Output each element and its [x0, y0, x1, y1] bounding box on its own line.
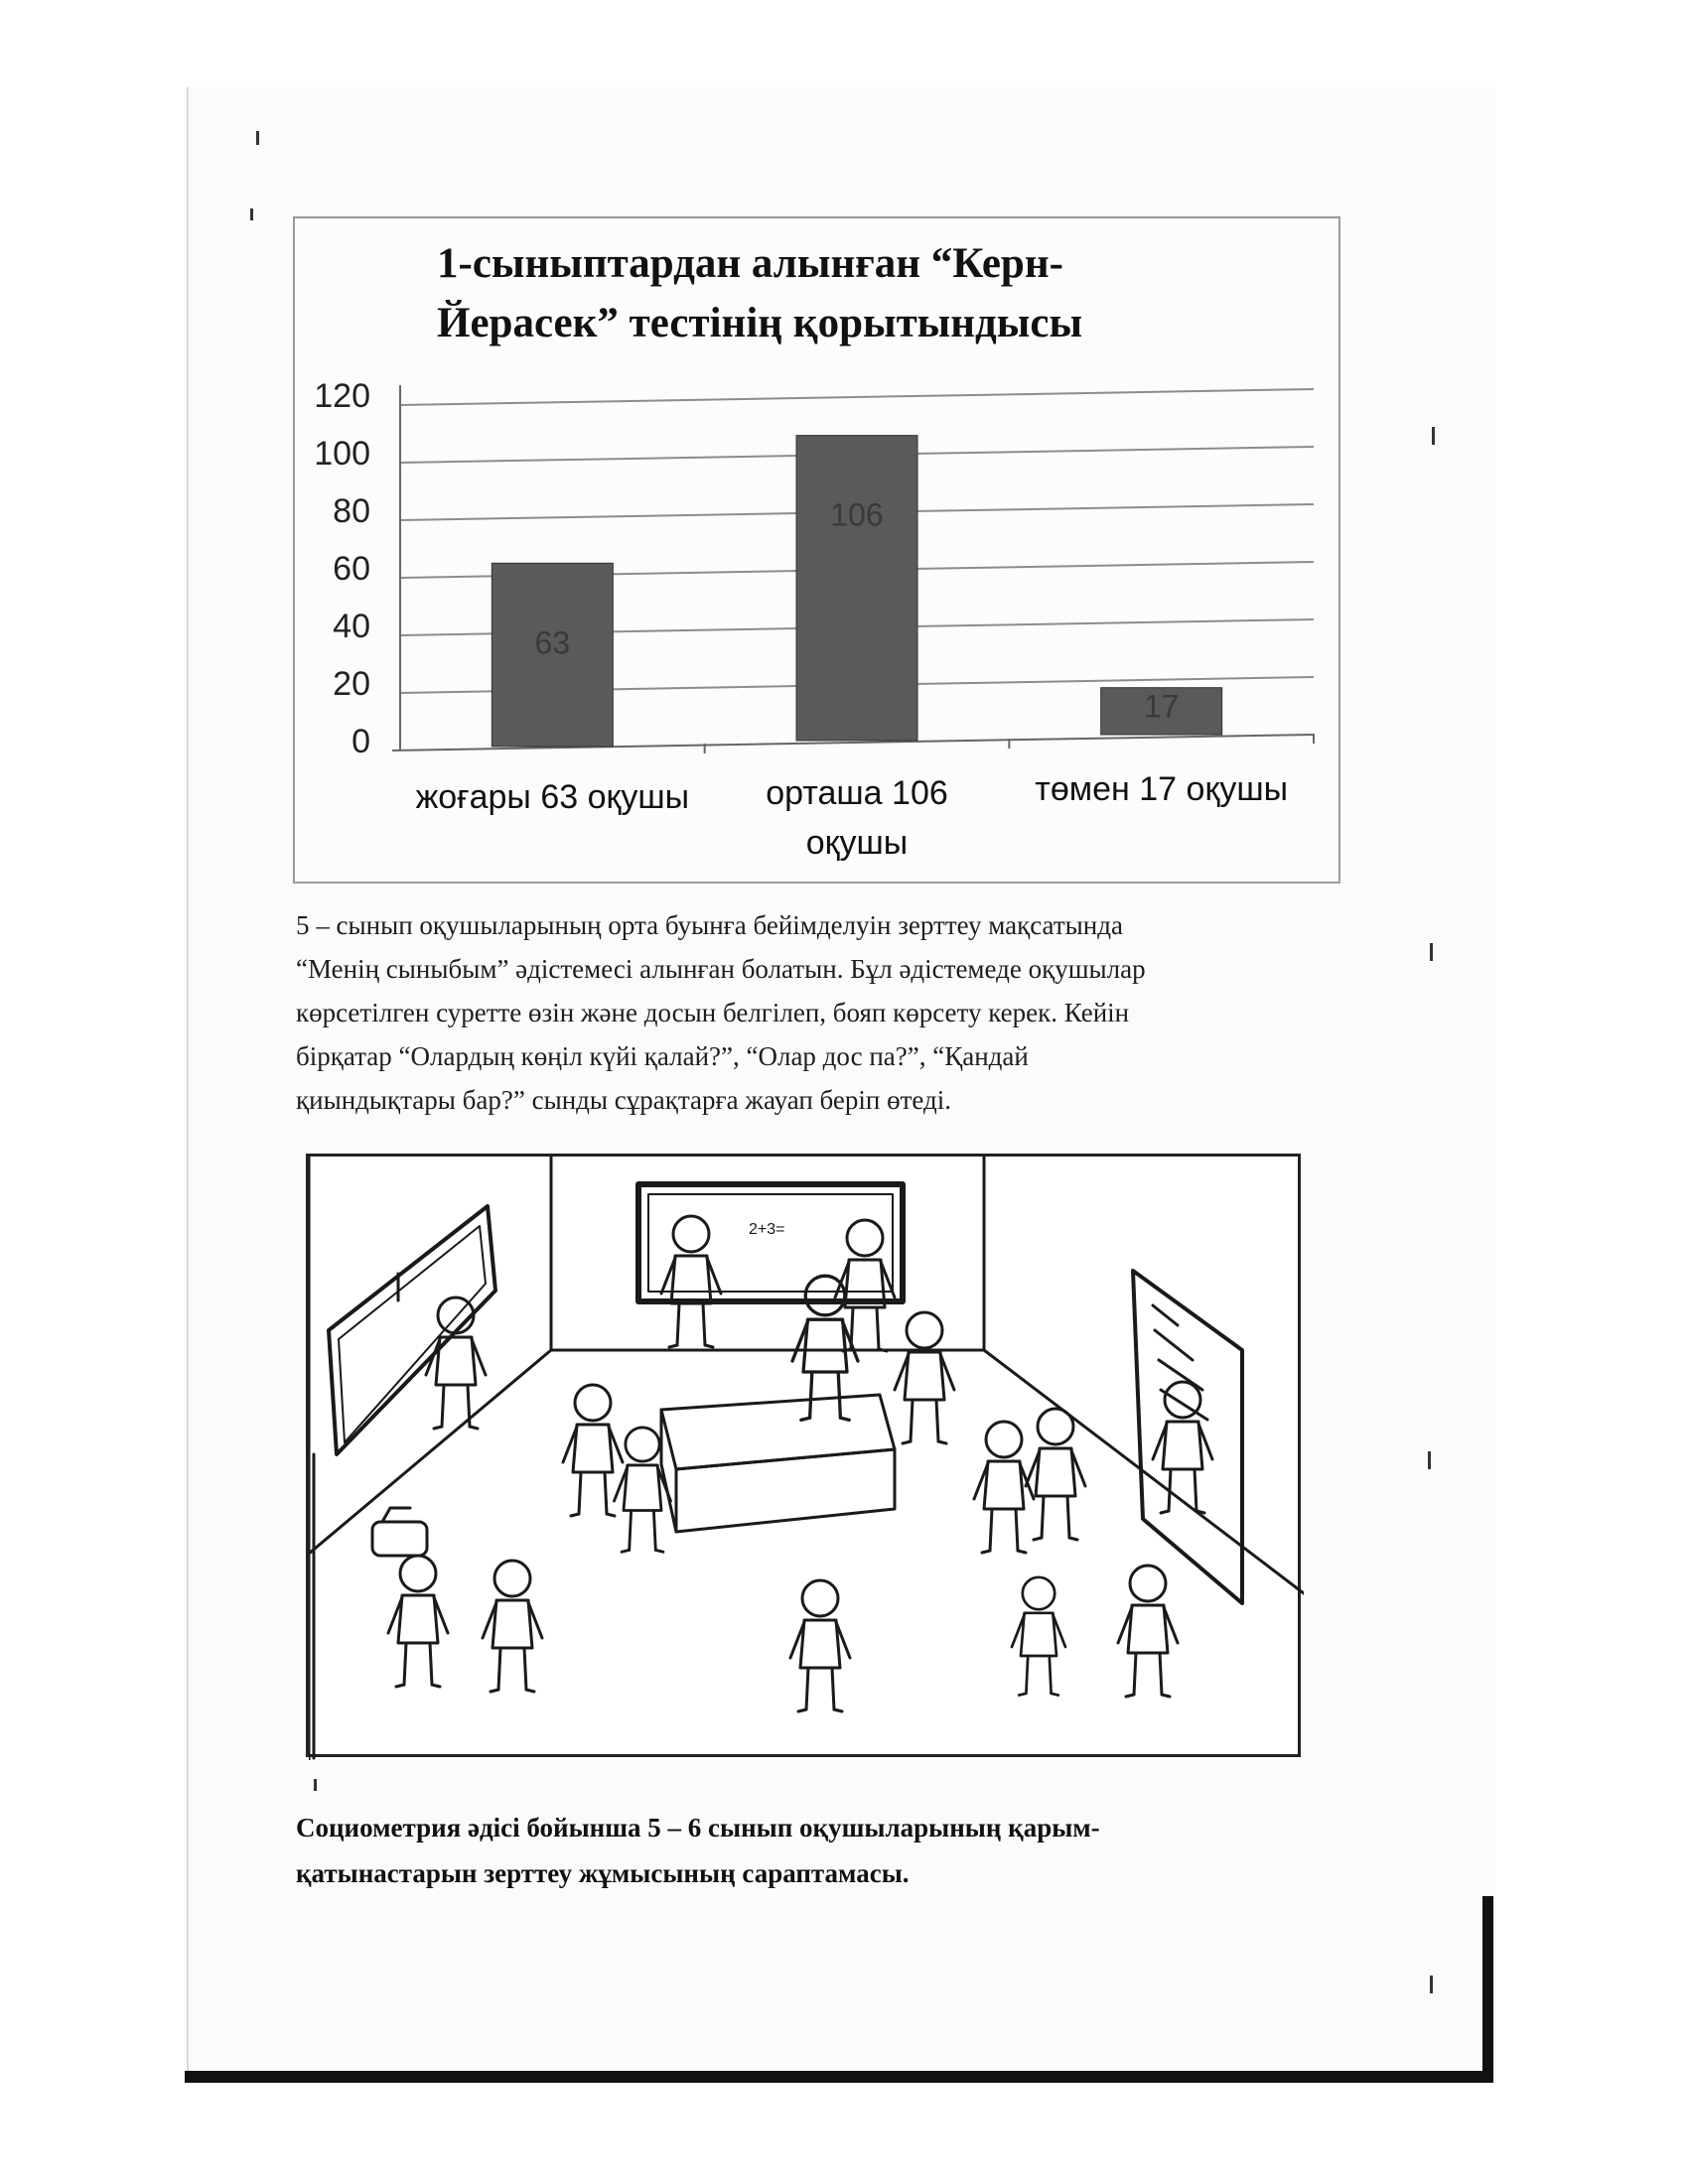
scan-mark — [1428, 1451, 1431, 1469]
student-figure — [790, 1580, 850, 1711]
body-paragraph — [296, 903, 1368, 1122]
y-tick-label: 0 — [352, 723, 370, 760]
chart-title-line: 1-сыныптардан алынған “Керн- — [437, 240, 1063, 287]
student-figure — [388, 1556, 448, 1687]
scan-edge-right — [1482, 1896, 1493, 2083]
paragraph-line: бірқатар “Олардың көңіл күйі қалай?”, “Олар дос па?”, “Қандай — [296, 1041, 1029, 1071]
paragraph-line: қиындықтары бар?” сынды сұрақтарға жауап беріп өтеді. — [296, 1085, 952, 1115]
bar-data-label: 106 — [830, 496, 884, 533]
student-figure — [1118, 1566, 1178, 1697]
students — [388, 1216, 1212, 1711]
bar-data-label: 17 — [1143, 688, 1180, 725]
chalkboard — [638, 1184, 903, 1301]
classroom-drawing — [309, 1157, 1304, 1760]
school-bag — [372, 1508, 427, 1556]
scan-mark — [1430, 943, 1433, 961]
student-figure — [483, 1561, 542, 1692]
student-figure — [661, 1216, 721, 1347]
x-category-label: орташа 106 — [766, 774, 948, 812]
classroom-illustration — [306, 1154, 1301, 1757]
x-category-label: жоғары 63 оқушы — [415, 778, 690, 816]
scan-mark — [1432, 427, 1435, 445]
student-figure — [895, 1312, 954, 1443]
caption-line: Социометрия әдісі бойынша 5 – 6 сынып оқушыларының қарым- — [296, 1813, 1100, 1843]
scan-mark — [256, 131, 259, 145]
paragraph-line: көрсетілген суретте өзін және досын белгілеп, бояп көрсету керек. Кейін — [296, 998, 1130, 1027]
bar-chart — [293, 216, 1340, 884]
teacher-desk — [661, 1395, 895, 1532]
y-tick-label: 60 — [333, 550, 370, 588]
chart-title-line: Йерасек” тестінің қорытындысы — [437, 300, 1083, 346]
x-category-label: төмен 17 оқушы — [1035, 770, 1289, 808]
paragraph-line: “Менің сыныбым” әдістемесі алынған болатын. Бұл әдістемеде оқушылар — [296, 954, 1146, 984]
scan-mark — [250, 208, 253, 220]
bar — [796, 436, 917, 741]
x-category-label: оқушы — [805, 824, 909, 862]
student-figure — [1012, 1577, 1065, 1696]
section-caption — [296, 1805, 1388, 1896]
scan-mark — [1430, 1976, 1433, 1993]
student-figure — [1026, 1409, 1085, 1540]
y-tick-label: 120 — [314, 377, 370, 415]
paragraph-line: 5 – сынып оқушыларының орта буынға бейімделуін зерттеу мақсатында — [296, 910, 1123, 940]
bar-data-label: 63 — [534, 624, 571, 661]
board-text: 2+3= — [749, 1221, 785, 1238]
scan-edge-bottom — [185, 2071, 1493, 2083]
gridline — [400, 389, 1314, 405]
scan-mark — [314, 1779, 317, 1791]
y-tick-label: 100 — [314, 435, 370, 473]
y-tick-label: 20 — [333, 665, 370, 703]
student-figure — [563, 1385, 623, 1516]
student-figure — [1153, 1382, 1212, 1513]
y-tick-label: 40 — [333, 608, 370, 645]
y-tick-label: 80 — [333, 492, 370, 530]
door — [1133, 1271, 1242, 1603]
caption-line: қатынастарын зерттеу жұмысының сараптамасы. — [296, 1858, 910, 1888]
